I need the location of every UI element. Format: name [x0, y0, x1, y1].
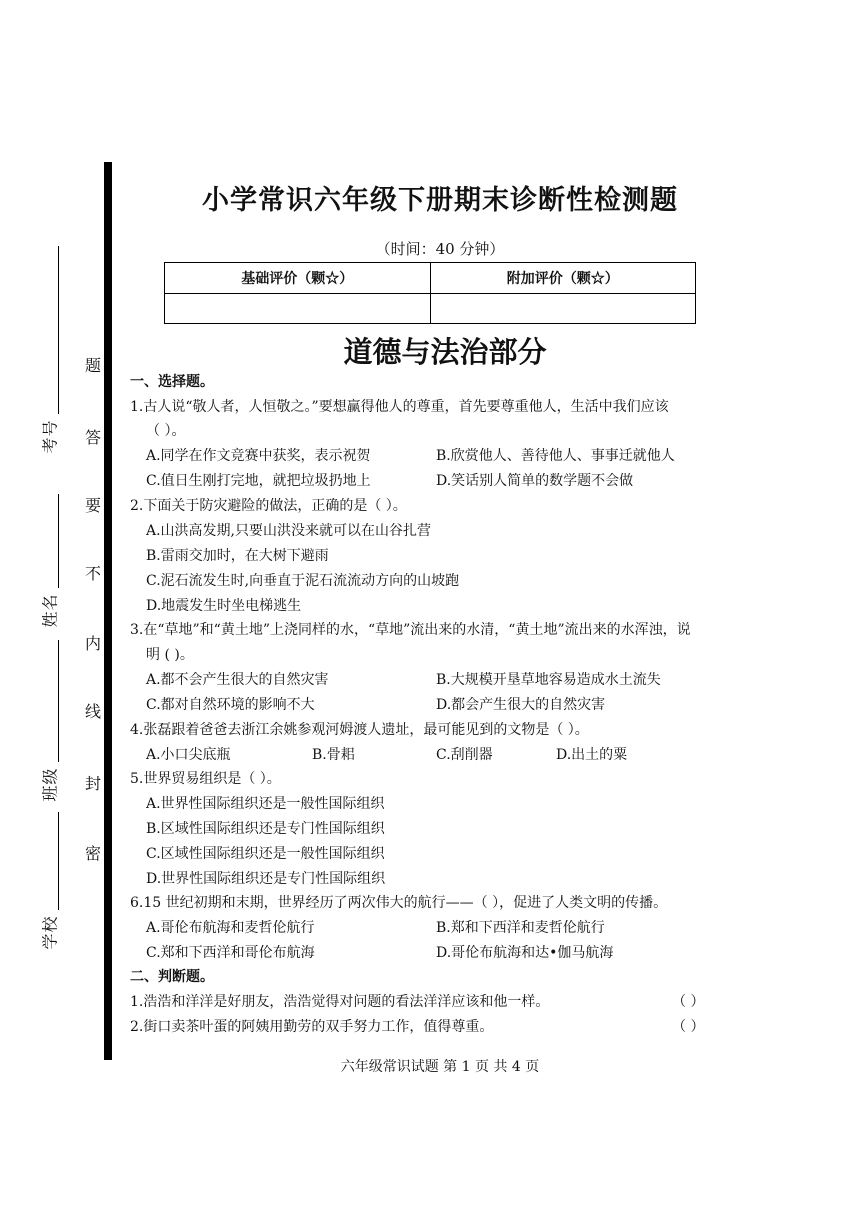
q5-stem: 5.世界贸易组织是（ ）。 — [130, 771, 281, 787]
judge-item-1-blank[interactable]: （ ） — [672, 994, 705, 1010]
q1-option-c: C.值日生刚打完地，就把垃圾扔地上 — [146, 473, 371, 489]
q1-blank: （ ）。 — [146, 423, 186, 439]
side-label-char: 学 — [40, 933, 60, 950]
seal-char-4: 不 — [84, 564, 101, 583]
class-line — [58, 640, 59, 762]
binding-bar — [104, 162, 112, 1060]
eval-extra-header: 附加评价（颗☆） — [430, 263, 696, 294]
q6-option-b: B.郑和下西洋和麦哲伦航行 — [436, 920, 605, 936]
q1-option-d: D.笑话别人简单的数学题不会做 — [436, 473, 634, 489]
seal-char-2: 答 — [84, 428, 101, 447]
q4-option-b: B.骨耜 — [312, 747, 355, 763]
section-title: 道德与法治部分 — [343, 335, 547, 369]
side-label-char: 号 — [40, 420, 60, 437]
side-label-char: 考 — [40, 437, 60, 454]
q3-option-a: A.都不会产生很大的自然灾害 — [146, 672, 329, 688]
judge-item-2: 2.街口卖茶叶蛋的阿姨用勤劳的双手努力工作，值得尊重。 — [130, 1019, 494, 1035]
side-label-char: 级 — [40, 768, 60, 785]
eval-basic-header: 基础评价（颗☆） — [165, 263, 431, 294]
q5-option-d: D.世界性国际组织还是专门性国际组织 — [146, 871, 386, 887]
q5-option-b: B.区域性国际组织还是专门性国际组织 — [146, 821, 385, 837]
q6-option-c: C.郑和下西洋和哥伦布航海 — [146, 945, 315, 961]
q6-option-d: D.哥伦布航海和达•伽马航海 — [436, 945, 614, 961]
q4-option-c: C.刮削器 — [436, 747, 493, 763]
part1-heading: 一、选择题。 — [130, 374, 214, 390]
eval-basic-cell[interactable] — [165, 294, 431, 324]
time-limit: （时间：40 分钟） — [375, 240, 505, 258]
part2-heading: 二、判断题。 — [130, 969, 214, 985]
evaluation-table — [164, 262, 696, 324]
q3-option-c: C.都对自然环境的影响不大 — [146, 697, 315, 713]
q1-stem: 1.古人说“敬人者，人恒敬之。”要想赢得他人的尊重，首先要尊重他人，生活中我们应该 — [130, 399, 669, 415]
side-label-char: 姓 — [40, 611, 60, 628]
school-line — [58, 812, 59, 910]
eval-extra-cell[interactable] — [430, 294, 696, 324]
q2-stem: 2.下面关于防灾避险的做法，正确的是（ ）。 — [130, 498, 407, 514]
seal-char-7: 封 — [84, 774, 101, 793]
q4-option-d: D.出土的粟 — [556, 747, 628, 763]
q3-stem: 3.在“草地”和“黄土地”上浇同样的水，“草地”流出来的水清，“黄土地”流出来的水浑浊，说 — [130, 622, 691, 638]
seal-char-6: 线 — [84, 702, 101, 721]
judge-item-1: 1.浩浩和洋洋是好朋友，浩浩觉得对问题的看法洋洋应该和他一样。 — [130, 994, 550, 1010]
q1-option-b: B.欣赏他人、善待他人、事事迁就他人 — [436, 448, 675, 464]
q4-stem: 4.张磊跟着爸爸去浙江余姚参观河姆渡人遗址，最可能见到的文物是（ ）。 — [130, 722, 589, 738]
q3-option-d: D.都会产生很大的自然灾害 — [436, 697, 606, 713]
label-school — [42, 916, 60, 950]
q2-option-b: B.雷雨交加时，在大树下避雨 — [146, 548, 329, 564]
seal-char-3: 要 — [84, 496, 101, 515]
q2-option-c: C.泥石流发生时,向垂直于泥石流流动方向的山坡跑 — [146, 573, 460, 589]
label-class — [42, 768, 60, 802]
name-line — [58, 494, 59, 588]
q2-option-a: A.山洪高发期,只要山洪没来就可以在山谷扎营 — [146, 523, 432, 539]
page-footer: 六年级常识试题 第 1 页 共 4 页 — [340, 1059, 540, 1075]
side-label-char: 班 — [40, 785, 60, 802]
side-label-char: 名 — [40, 594, 60, 611]
q3-blank: 明 ( )。 — [146, 647, 194, 663]
judge-item-2-blank[interactable]: （ ） — [672, 1019, 705, 1035]
q3-option-b: B.大规模开垦草地容易造成水土流失 — [436, 672, 661, 688]
q4-option-a: A.小口尖底瓶 — [146, 747, 231, 763]
q5-option-a: A.世界性国际组织还是一般性国际组织 — [146, 796, 385, 812]
label-exam-number — [42, 420, 60, 454]
page-title: 小学常识六年级下册期末诊断性检测题 — [202, 185, 678, 216]
label-name — [42, 594, 60, 628]
q1-option-a: A.同学在作文竞赛中获奖，表示祝贺 — [146, 448, 371, 464]
seal-char-1: 题 — [84, 356, 101, 375]
q5-option-c: C.区域性国际组织还是一般性国际组织 — [146, 846, 385, 862]
seal-char-8: 密 — [84, 844, 101, 863]
q2-option-d: D.地震发生时坐电梯逃生 — [146, 598, 302, 614]
side-label-char: 校 — [40, 916, 60, 933]
q6-option-a: A.哥伦布航海和麦哲伦航行 — [146, 920, 315, 936]
q6-stem: 6.15 世纪初期和末期，世界经历了两次伟大的航行——（ ），促进了人类文明的传播。 — [130, 895, 668, 911]
seal-char-5: 内 — [84, 634, 101, 653]
